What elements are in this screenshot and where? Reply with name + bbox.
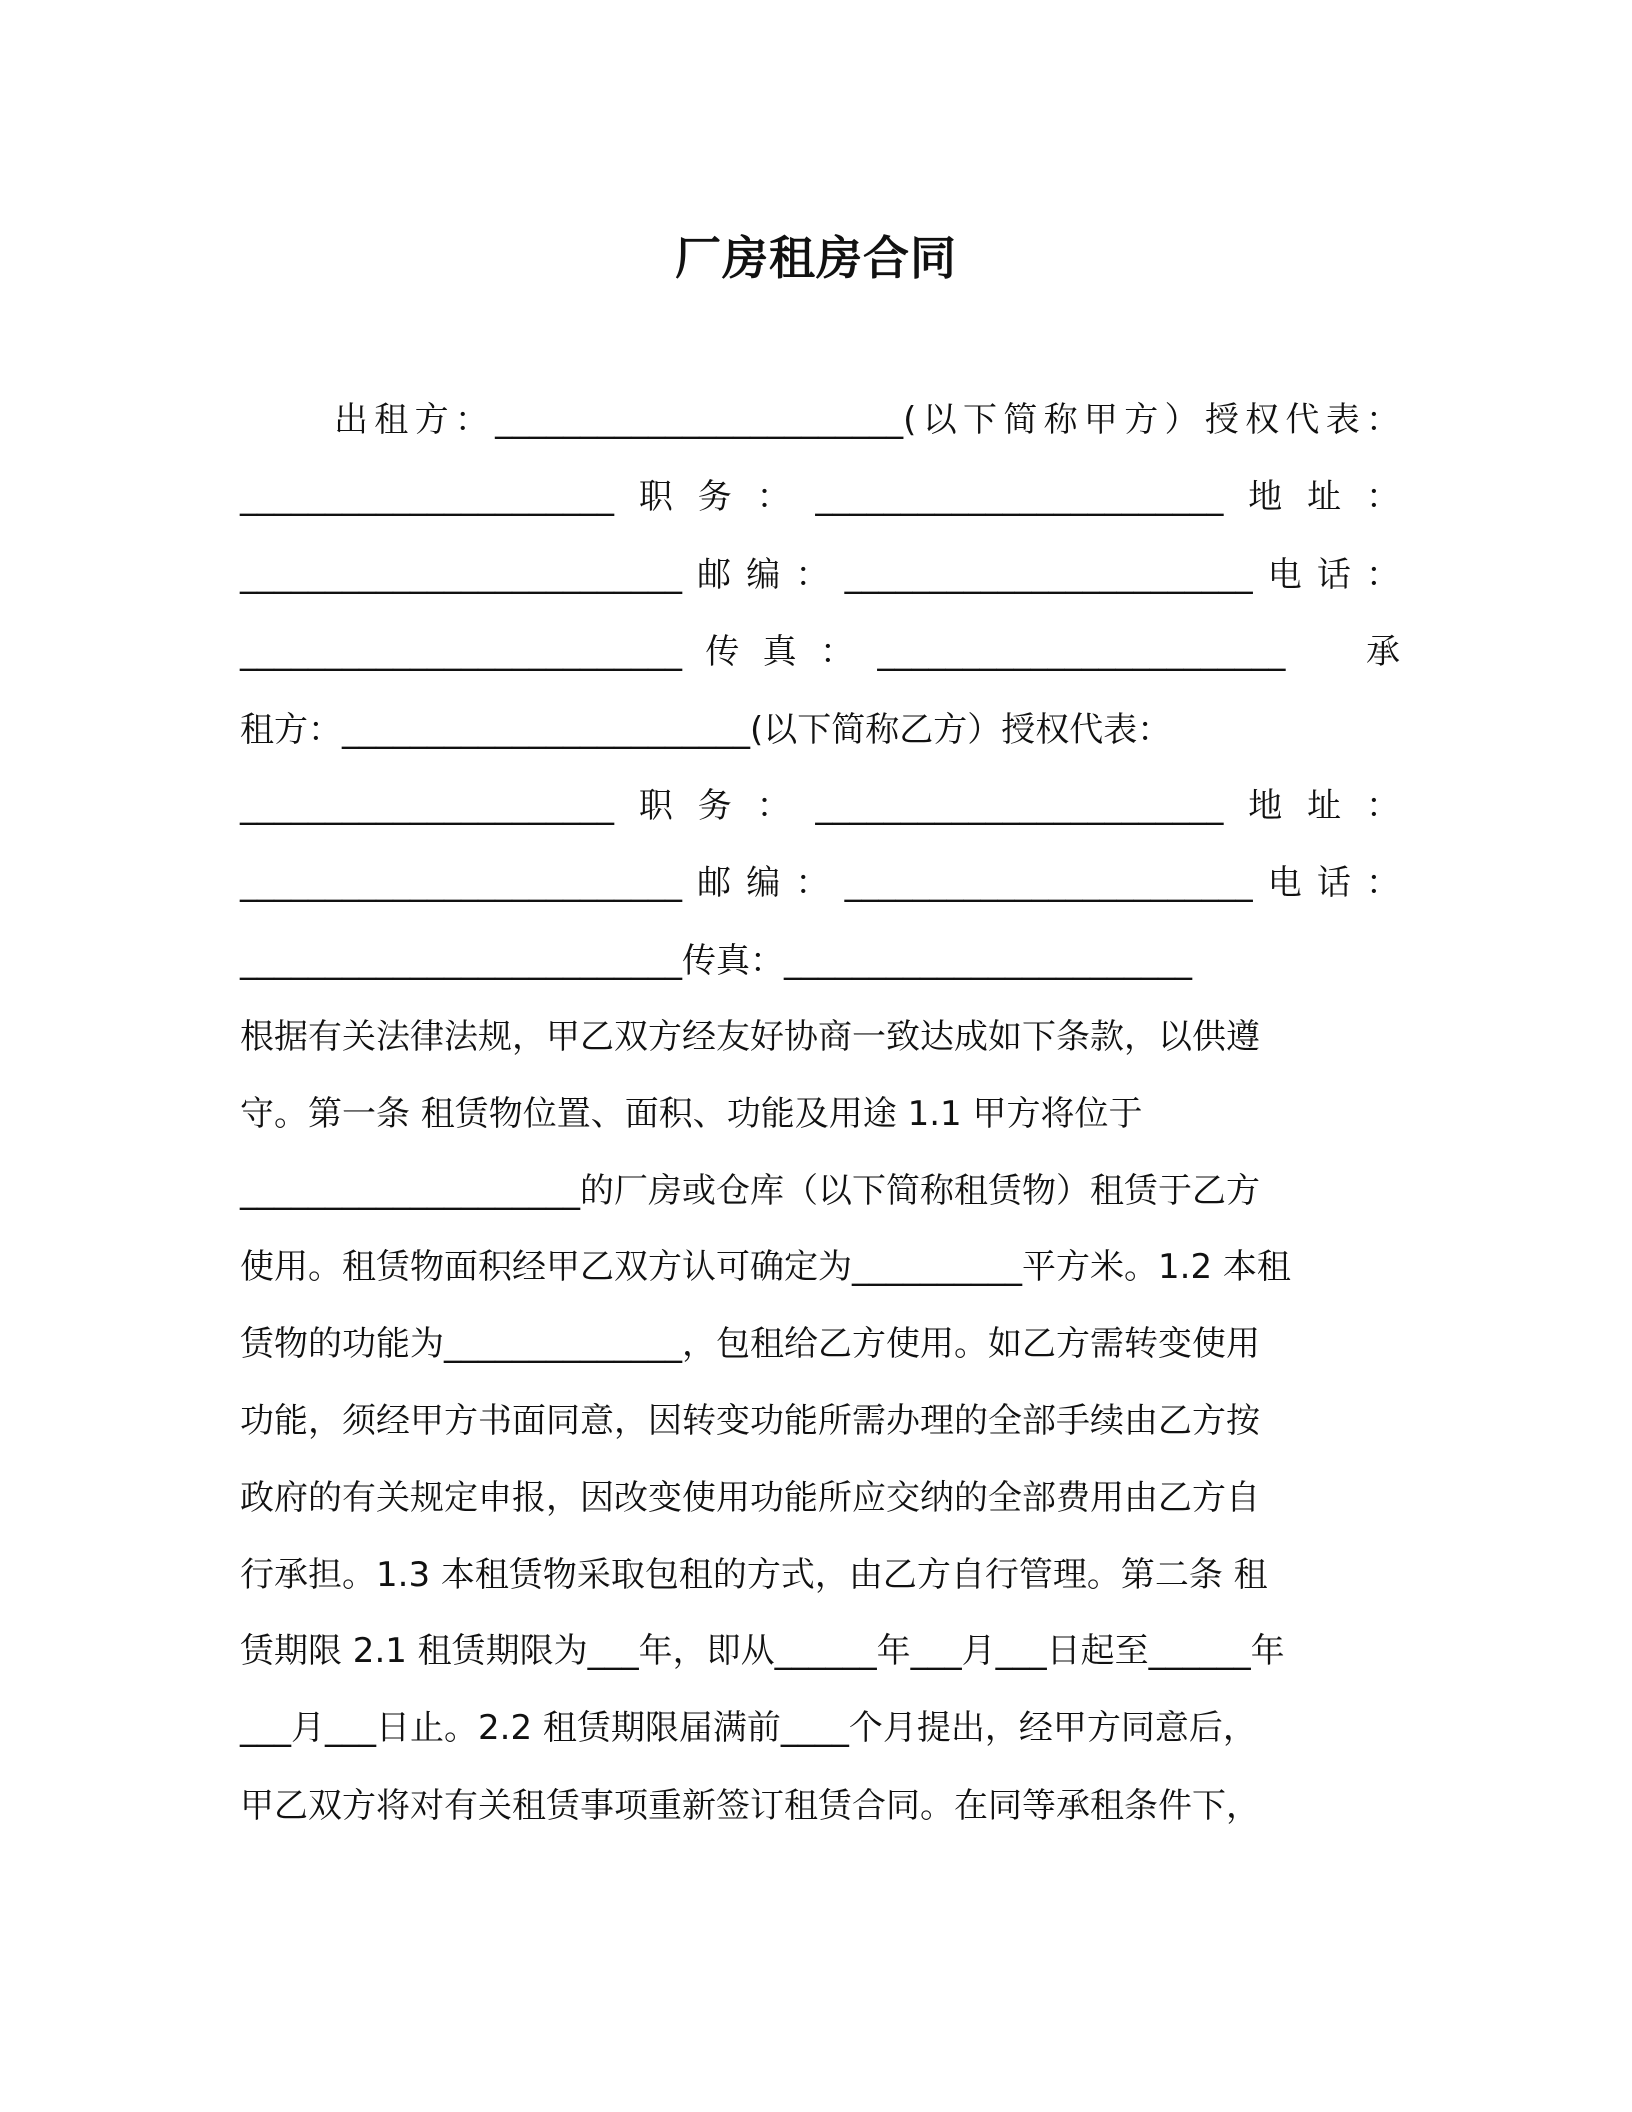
paragraph-line: 政府的有关规定申报，因改变使用功能所应交纳的全部费用由乙方自 bbox=[240, 1478, 1260, 1518]
paragraph-line: __________________________邮编：________________________电话： bbox=[240, 555, 1400, 595]
paragraph-line: 甲乙双方将对有关租赁事项重新签订租赁合同。在同等承租条件下， bbox=[240, 1786, 1260, 1826]
paragraph-line: 行承担。1.3 本租赁物采取包租的方式，由乙方自行管理。第二条 租 bbox=[240, 1555, 1268, 1595]
paragraph-line: 出租方：________________________(以下简称甲方）授权代表： bbox=[334, 400, 1400, 440]
paragraph-line: __________________________传真：________________________ 承 bbox=[240, 632, 1400, 672]
paragraph-line: ______________________职务：________________________地址： bbox=[240, 477, 1400, 517]
paragraph-line: 根据有关法律法规，甲乙双方经友好协商一致达成如下条款，以供遵 bbox=[240, 1017, 1260, 1057]
paragraph-line: ______________________职务：________________________地址： bbox=[240, 786, 1400, 826]
paragraph-line: __________________________传真：________________________ bbox=[240, 941, 1192, 981]
paragraph-line: 功能，须经甲方书面同意，因转变功能所需办理的全部手续由乙方按 bbox=[240, 1401, 1260, 1441]
paragraph-line: 赁物的功能为______________，包租给乙方使用。如乙方需转变使用 bbox=[240, 1324, 1260, 1364]
paragraph-line: 赁期限 2.1 租赁期限为___年，即从______年___月___日起至______年 bbox=[240, 1631, 1285, 1671]
paragraph-line: 守。第一条 租赁物位置、面积、功能及用途 1.1 甲方将位于 bbox=[240, 1094, 1143, 1134]
paragraph-line: ____________________的厂房或仓库（以下简称租赁物）租赁于乙方 bbox=[240, 1171, 1260, 1211]
paragraph-line: 租方：________________________(以下简称乙方）授权代表： bbox=[240, 710, 1172, 750]
paragraph-line: ___月___日止。2.2 租赁期限届满前____个月提出，经甲方同意后， bbox=[240, 1708, 1257, 1748]
paragraph-line: 使用。租赁物面积经甲乙双方认可确定为__________平方米。1.2 本租 bbox=[240, 1247, 1291, 1287]
paragraph-line: __________________________邮编：________________________电话： bbox=[240, 863, 1400, 903]
document-title: 厂房租房合同 bbox=[675, 231, 957, 285]
